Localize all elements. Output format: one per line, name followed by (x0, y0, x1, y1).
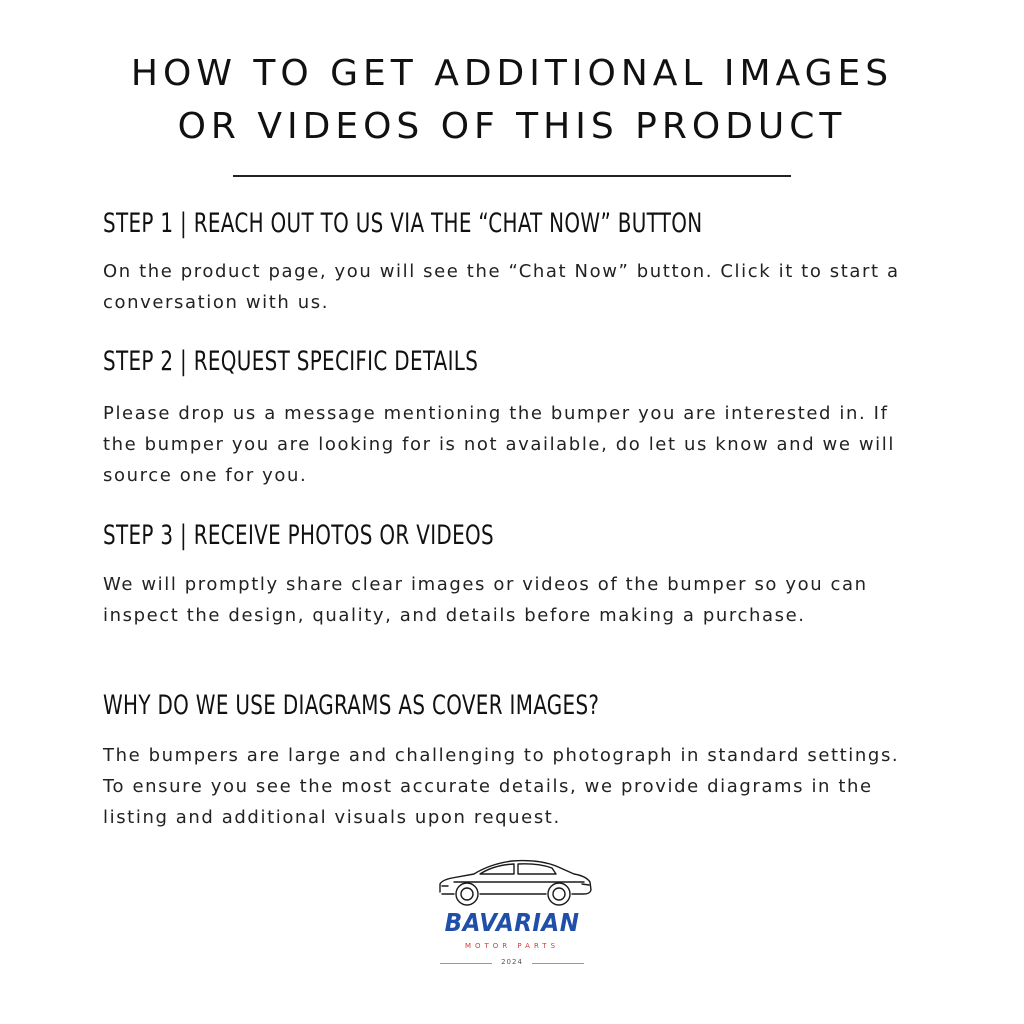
year-line-right (532, 963, 584, 964)
page-title-line-1: HOW TO GET ADDITIONAL IMAGES (130, 53, 894, 94)
page-title-line-2: OR VIDEOS OF THIS PRODUCT (177, 106, 847, 147)
brand-logo (428, 856, 596, 972)
title-divider (233, 175, 791, 177)
faq-heading: WHY DO WE USE DIAGRAMS AS COVER IMAGES? (103, 690, 600, 721)
car-outline-icon (434, 856, 594, 908)
step-2-text: Please drop us a message mentioning the bumper you are interested in. If the bumper you are looking for is not available, do let us know and we will source one for you. (103, 403, 895, 486)
faq-text: The bumpers are large and challenging to photograph in standard settings. To ensure you see the most accurate details, we provide diagrams in the listing and additional visuals upon request. (103, 745, 900, 828)
step-1-heading: STEP 1 | REACH OUT TO US VIA THE “CHAT NOW” BUTTON (103, 208, 703, 239)
year-line-left (440, 963, 492, 964)
step-3-heading: STEP 3 | RECEIVE PHOTOS OR VIDEOS (103, 520, 494, 551)
step-1-text: On the product page, you will see the “Chat Now” button. Click it to start a conversation with us. (103, 261, 900, 313)
brand-subtitle: MOTOR PARTS (464, 942, 560, 950)
brand-year: 2024 (501, 958, 523, 966)
step-3-text: We will promptly share clear images or videos of the bumper so you can inspect the design, quality, and details before making a purchase. (103, 574, 868, 626)
brand-name: BAVARIAN (444, 908, 580, 937)
step-2-heading: STEP 2 | REQUEST SPECIFIC DETAILS (103, 346, 479, 377)
brand-year-row (440, 958, 584, 968)
